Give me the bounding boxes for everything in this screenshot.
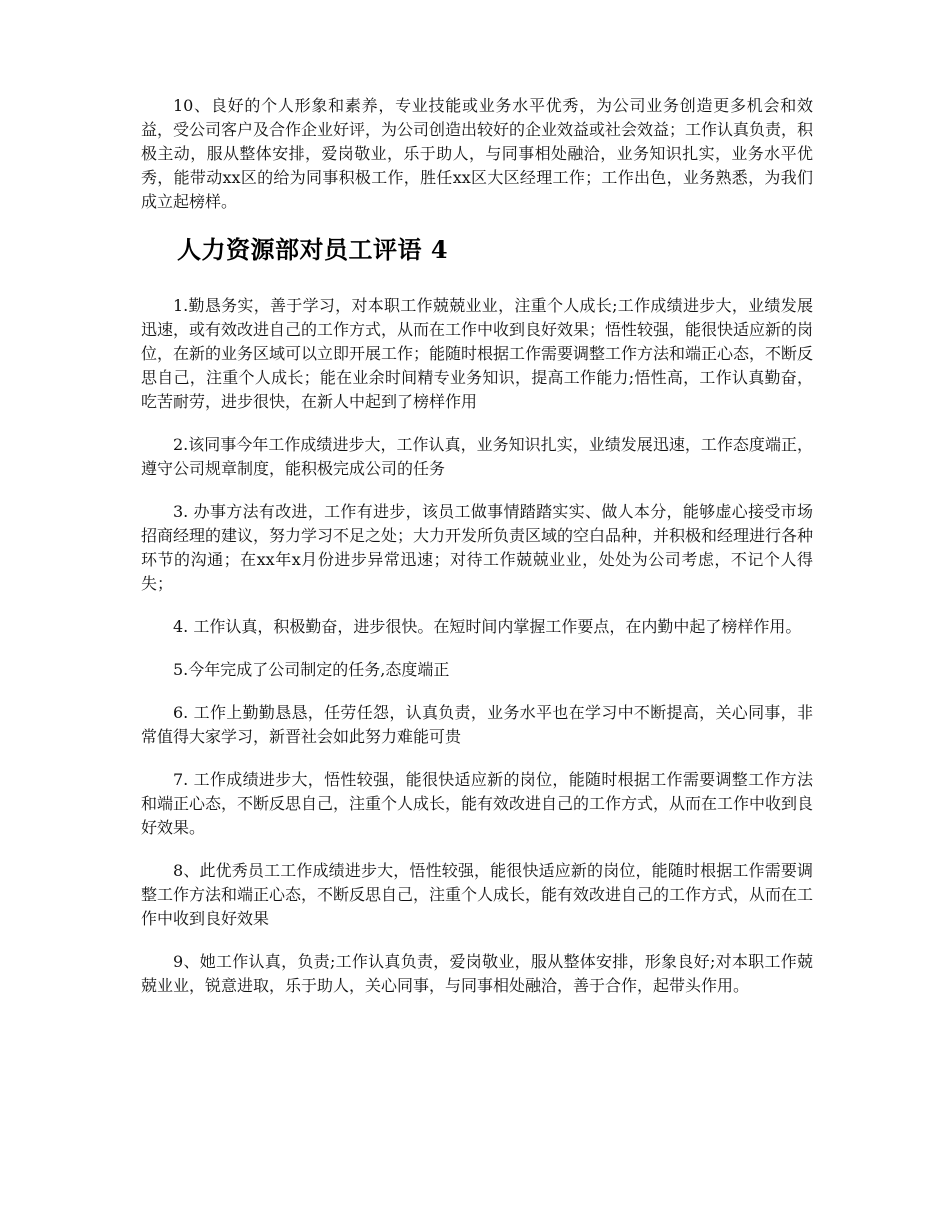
document-body [141, 94, 813, 1017]
intro-paragraph: 10、良好的个人形象和素养，专业技能或业务水平优秀，为公司业务创造更多机会和效益，受公司客户及合作企业好评，为公司创造出较好的企业效益或社会效益；工作认真负责，积极主动，服从整体安排，爱岗敬业，乐于助人，与同事相处融洽，业务知识扎实，业务水平优秀，能带动xx区的给为同事积极工作，胜任xx区大区经理工作；工作出色，业务熟悉，为我们成立起榜样。 [141, 96, 814, 211]
evaluation-item-6: 6. 工作上勤勤恳恳，任劳任怨，认真负责，业务水平也在学习中不断提高，关心同事，非常值得大家学习，新晋社会如此努力难能可贵 [141, 703, 813, 746]
evaluation-item-9: 9、她工作认真，负责;工作认真负责，爱岗敬业，服从整体安排，形象良好;对本职工作兢兢业业，锐意进取，乐于助人，关心同事，与同事相处融洽，善于合作，起带头作用。 [141, 952, 813, 995]
evaluation-item-7: 7. 工作成绩进步大，悟性较强，能很快适应新的岗位，能随时根据工作需要调整工作方法和端正心态，不断反思自己，注重个人成长，能有效改进自己的工作方式，从而在工作中收到良好效果。 [141, 770, 814, 837]
evaluation-item-4: 4. 工作认真，积极勤奋，进步很快。在短时间内掌握工作要点，在内勤中起了榜样作用。 [173, 617, 802, 636]
evaluation-item-8: 8、此优秀员工工作成绩进步大，悟性较强，能很快适应新的岗位，能随时根据工作需要调整工作方法和端正心态，不断反思自己，注重个人成长，能有效改进自己的工作方式，从而在工作中收到良好效果 [141, 861, 814, 928]
evaluation-item-2: 2.该同事今年工作成绩进步大，工作认真，业务知识扎实，业绩发展迅速，工作态度端正，遵守公司规章制度，能积极完成公司的任务 [141, 435, 813, 478]
evaluation-item-3: 3. 办事方法有改进，工作有进步，该员工做事情踏踏实实、做人本分，能够虚心接受市场招商经理的建议，努力学习不足之处；大力开发所负责区域的空白品种，并积极和经理进行各种环节的沟通；在xx年x月份进步异常迅速；对待工作兢兢业业，处处为公司考虑，不记个人得失； [141, 502, 814, 593]
section-heading: 人力资源部对员工评语 4 [177, 235, 449, 264]
evaluation-item-1: 1.勤恳务实，善于学习，对本职工作兢兢业业，注重个人成长;工作成绩进步大，业绩发展迅速，或有效改进自己的工作方式，从而在工作中收到良好效果；悟性较强，能很快适应新的岗位，在新的业务区域可以立即开展工作；能随时根据工作需要调整工作方法和端正心态，不断反思自己，注重个人成长；能在业余时间精专业务知识，提高工作能力;悟性高，工作认真勤奋，吃苦耐劳，进步很快，在新人中起到了榜样作用 [141, 296, 814, 411]
evaluation-item-5: 5.今年完成了公司制定的任务,态度端正 [173, 660, 450, 679]
